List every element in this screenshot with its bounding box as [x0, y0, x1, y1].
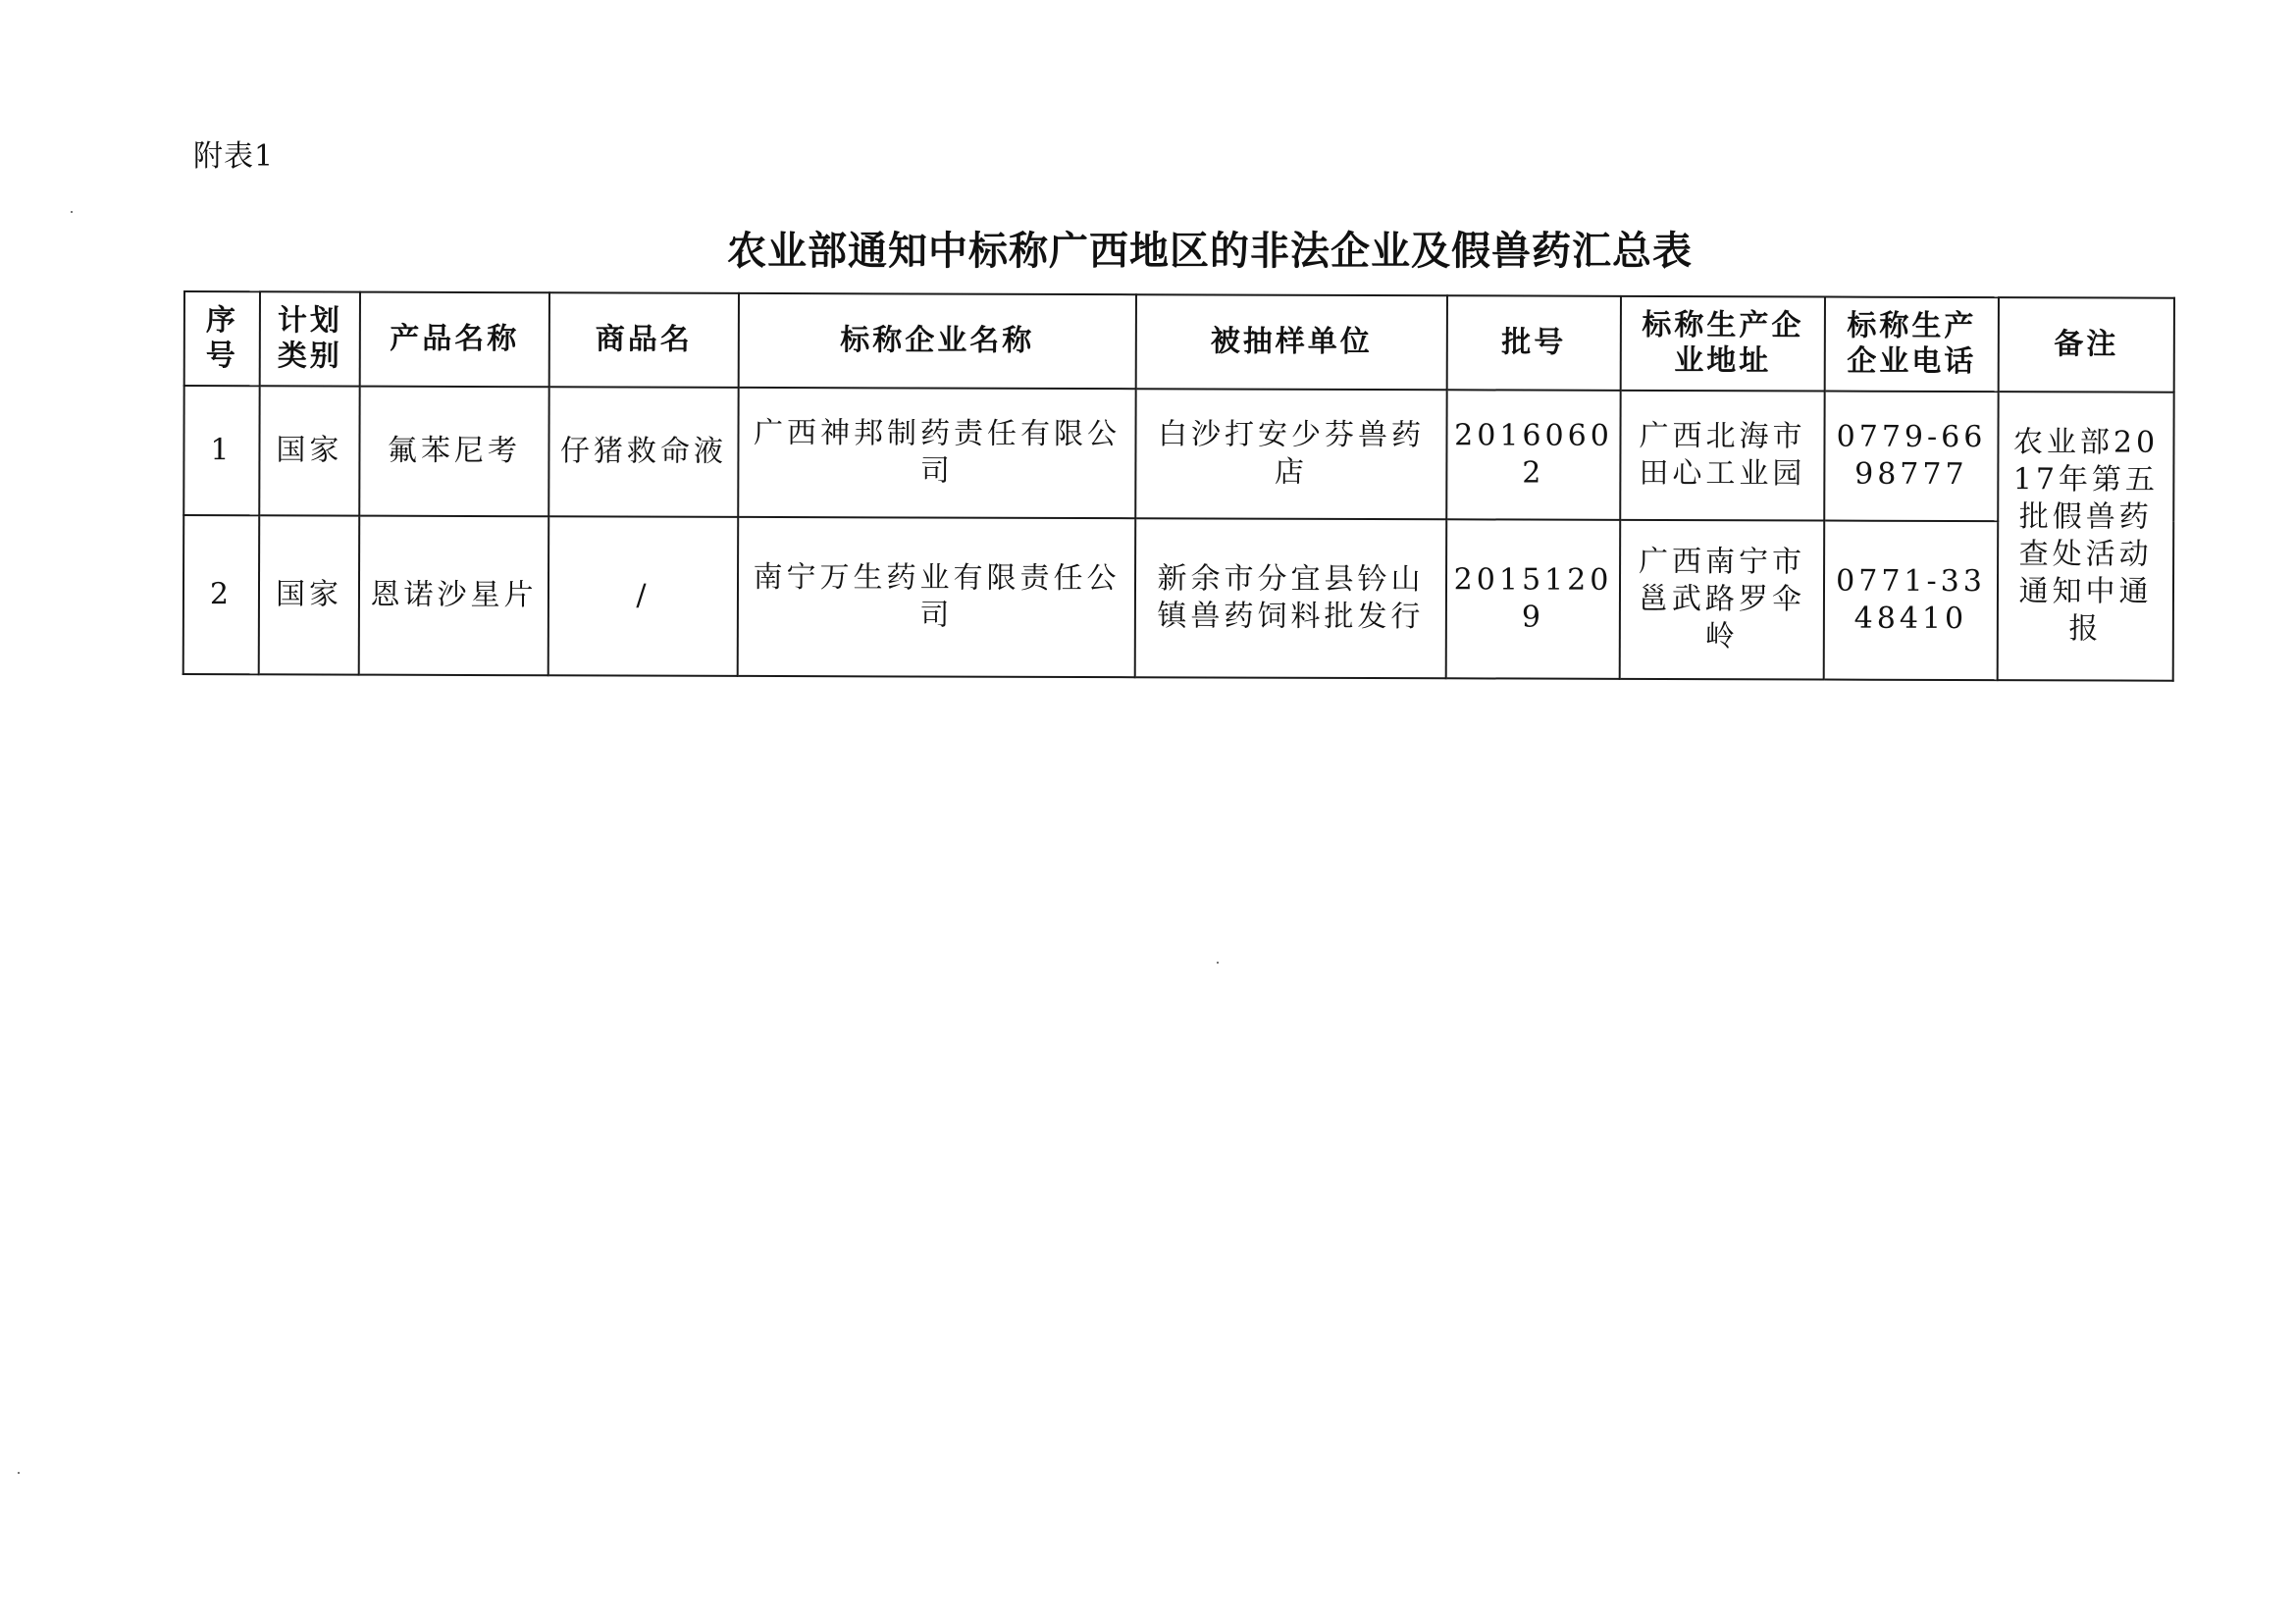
- header-sampled-unit: 被抽样单位: [1136, 294, 1447, 390]
- cell-batch-no: 20160602: [1446, 390, 1620, 520]
- cell-index: 2: [183, 515, 260, 674]
- cell-product-name: 恩诺沙星片: [359, 516, 549, 676]
- table-header-row: [184, 291, 2174, 393]
- cell-remark: 农业部2017年第五批假兽药查处活动通知中通报: [1998, 392, 2174, 681]
- document-title: [0, 226, 2296, 277]
- table-row: [183, 386, 2173, 522]
- scan-speck: [18, 1472, 20, 1474]
- header-company: 标称企业名称: [739, 293, 1136, 389]
- cell-sampled-unit: 新余市分宜县钤山镇兽药饲料批发行: [1135, 518, 1447, 678]
- cell-address: 广西南宁市邕武路罗伞岭: [1620, 520, 1825, 680]
- header-trade-name: 商品名: [549, 292, 739, 388]
- summary-table: [183, 290, 2175, 682]
- cell-address: 广西北海市田心工业园: [1620, 391, 1824, 521]
- scan-speck: [1217, 962, 1219, 964]
- table-row: [183, 515, 2174, 681]
- cell-plan-type: 国家: [259, 515, 360, 674]
- cell-company: 广西神邦制药责任有限公司: [738, 388, 1135, 518]
- header-index: 序号: [184, 291, 260, 386]
- cell-index: 1: [183, 386, 259, 515]
- scan-speck: [71, 211, 73, 213]
- header-product-name: 产品名称: [360, 292, 549, 388]
- cell-phone: 0771-3348410: [1824, 521, 1999, 681]
- cell-phone: 0779-6698777: [1824, 392, 1998, 522]
- header-batch-no: 批号: [1447, 295, 1621, 391]
- header-address: 标称生产企业地址: [1621, 296, 1825, 392]
- cell-company: 南宁万生药业有限责任公司: [738, 517, 1136, 677]
- document-title-text: 农业部通知中标称广西地区的非法企业及假兽药汇总表: [727, 228, 1693, 274]
- cell-trade-name: /: [548, 516, 739, 676]
- attachment-label: 附表1: [193, 139, 275, 174]
- cell-plan-type: 国家: [259, 386, 359, 515]
- cell-trade-name: 仔猪救命液: [548, 387, 738, 517]
- header-plan-type: 计划类别: [260, 291, 360, 386]
- cell-product-name: 氟苯尼考: [359, 387, 548, 517]
- header-phone: 标称生产企业电话: [1825, 297, 1999, 393]
- cell-sampled-unit: 白沙打安少芬兽药店: [1135, 389, 1446, 519]
- cell-batch-no: 20151209: [1446, 519, 1621, 679]
- header-remark: 备注: [1999, 297, 2174, 393]
